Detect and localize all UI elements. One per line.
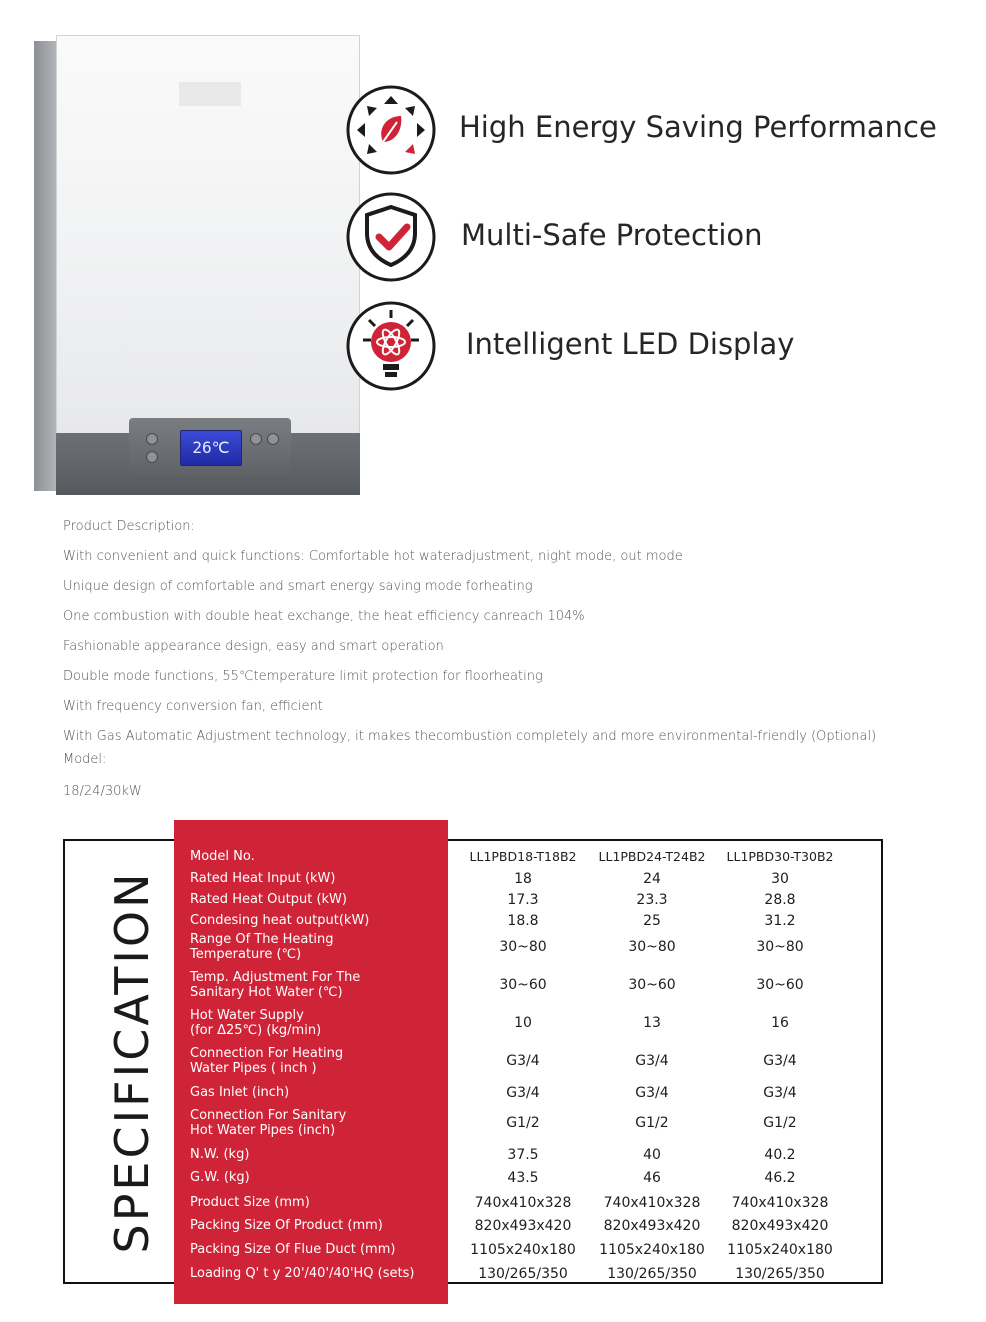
description-line: With frequency conversion fan, efficient (63, 699, 323, 714)
spec-row-label: Gas Inlet (inch) (190, 1085, 290, 1100)
spec-cell: 130/265/350 (478, 1265, 568, 1282)
spec-cell: 16 (771, 1015, 789, 1031)
spec-cell: G1/2 (506, 1115, 540, 1131)
spec-row-label: Connection For Heating Water Pipes ( inch ) (190, 1046, 344, 1076)
spec-cell: 40.2 (764, 1146, 796, 1163)
spec-cell: 43.5 (507, 1169, 539, 1186)
spec-row-label: G.W. (kg) (190, 1170, 250, 1185)
shield-check-icon (345, 191, 437, 283)
spec-cell: 23.3 (636, 891, 668, 908)
spec-cell: G3/4 (763, 1053, 797, 1069)
spec-cell: 13 (643, 1015, 661, 1031)
spec-cell: G3/4 (635, 1084, 669, 1101)
spec-cell: 820x493x420 (603, 1217, 701, 1234)
feature-label: Intelligent LED Display (466, 327, 795, 361)
spec-row-label: Model No. (190, 849, 255, 864)
spec-row-label: Connection For Sanitary Hot Water Pipes (inch) (190, 1108, 347, 1138)
spec-cell: 1105x240x180 (599, 1241, 705, 1258)
spec-row-label: Packing Size Of Product (mm) (190, 1218, 383, 1233)
model-label: Model: (63, 752, 107, 767)
spec-cell: 130/265/350 (607, 1265, 697, 1282)
spec-cell: 1105x240x180 (727, 1241, 833, 1258)
description-line: Fashionable appearance design, easy and smart operation (63, 639, 444, 654)
description-title: Product Description: (63, 519, 195, 534)
spec-cell: 18 (514, 870, 532, 887)
spec-row-label: Loading Q' t y 20'/40'/40'HQ (sets) (190, 1266, 415, 1281)
spec-row-label: Hot Water Supply (for Δ25℃) (kg/min) (190, 1008, 322, 1038)
spec-cell: 30~60 (499, 977, 547, 993)
model-value: 18/24/30kW (63, 784, 142, 799)
spec-row-label: Condesing heat output(kW) (190, 913, 370, 928)
spec-row-label: Packing Size Of Flue Duct (mm) (190, 1242, 396, 1257)
spec-row-label: Rated Heat Output (kW) (190, 892, 347, 907)
boiler-button (250, 433, 262, 445)
spec-row-label: N.W. (kg) (190, 1147, 250, 1162)
spec-cell: 10 (514, 1015, 532, 1031)
spec-cell: 820x493x420 (474, 1217, 572, 1234)
feature-label: Multi-Safe Protection (461, 218, 763, 252)
spec-cell: 30 (771, 870, 789, 887)
spec-row-label: Range Of The Heating Temperature (℃) (190, 932, 334, 962)
spec-cell: 30~80 (628, 939, 676, 955)
spec-row-label: Temp. Adjustment For The Sanitary Hot Water (℃) (190, 970, 361, 1000)
boiler-button (146, 433, 158, 445)
spec-cell: LL1PBD30-T30B2 (726, 848, 834, 864)
boiler-logo-plate (179, 82, 241, 106)
spec-cell: 37.5 (507, 1146, 539, 1163)
description-line: One combustion with double heat exchange, the heat efficiency canreach 104% (63, 609, 585, 624)
boiler-button (267, 433, 279, 445)
spec-cell: 740x410x328 (731, 1194, 829, 1211)
spec-cell: 17.3 (507, 891, 539, 908)
spec-cell: 46.2 (764, 1169, 796, 1186)
description-line: With Gas Automatic Adjustment technology, it makes thecombustion completely and more environmental-friendly (Optional) (63, 729, 877, 744)
spec-cell: 30~80 (756, 939, 804, 955)
spec-cell: 30~80 (499, 939, 547, 955)
spec-cell: 740x410x328 (474, 1194, 572, 1211)
spec-cell: G3/4 (635, 1053, 669, 1069)
spec-cell: 18.8 (507, 912, 539, 929)
boiler-button (146, 451, 158, 463)
spec-cell: G1/2 (635, 1115, 669, 1131)
spec-cell: 46 (643, 1169, 661, 1186)
spec-cell: 30~60 (756, 977, 804, 993)
spec-cell: 1105x240x180 (470, 1241, 576, 1258)
spec-cell: G3/4 (763, 1084, 797, 1101)
feature-label: High Energy Saving Performance (459, 110, 937, 144)
spec-row-label: Product Size (mm) (190, 1195, 310, 1210)
boiler-product-image (34, 35, 334, 495)
energy-cycle-leaf-icon (345, 84, 437, 176)
description-line: With convenient and quick functions: Comfortable hot wateradjustment, night mode, out mode (63, 549, 683, 564)
spec-cell: 30~60 (628, 977, 676, 993)
spec-cell: 130/265/350 (735, 1265, 825, 1282)
spec-cell: G3/4 (506, 1084, 540, 1101)
spec-cell: G1/2 (763, 1115, 797, 1131)
spec-cell: LL1PBD24-T24B2 (598, 848, 706, 864)
spec-cell: LL1PBD18-T18B2 (469, 848, 577, 864)
description-line: Double mode functions, 55℃temperature limit protection for floorheating (63, 669, 543, 684)
spec-row-label: Rated Heat Input (kW) (190, 871, 336, 886)
spec-title: SPECIFICATION (105, 870, 159, 1254)
led-bulb-icon (345, 300, 437, 392)
spec-cell: G3/4 (506, 1053, 540, 1069)
spec-cell: 31.2 (764, 912, 796, 929)
description-line: Unique design of comfortable and smart energy saving mode forheating (63, 579, 533, 594)
spec-cell: 24 (643, 870, 661, 887)
spec-cell: 740x410x328 (603, 1194, 701, 1211)
spec-cell: 25 (643, 912, 661, 929)
spec-cell: 820x493x420 (731, 1217, 829, 1234)
spec-cell: 28.8 (764, 891, 796, 908)
spec-cell: 40 (643, 1146, 661, 1163)
boiler-lcd-display: 26℃ (180, 430, 242, 466)
